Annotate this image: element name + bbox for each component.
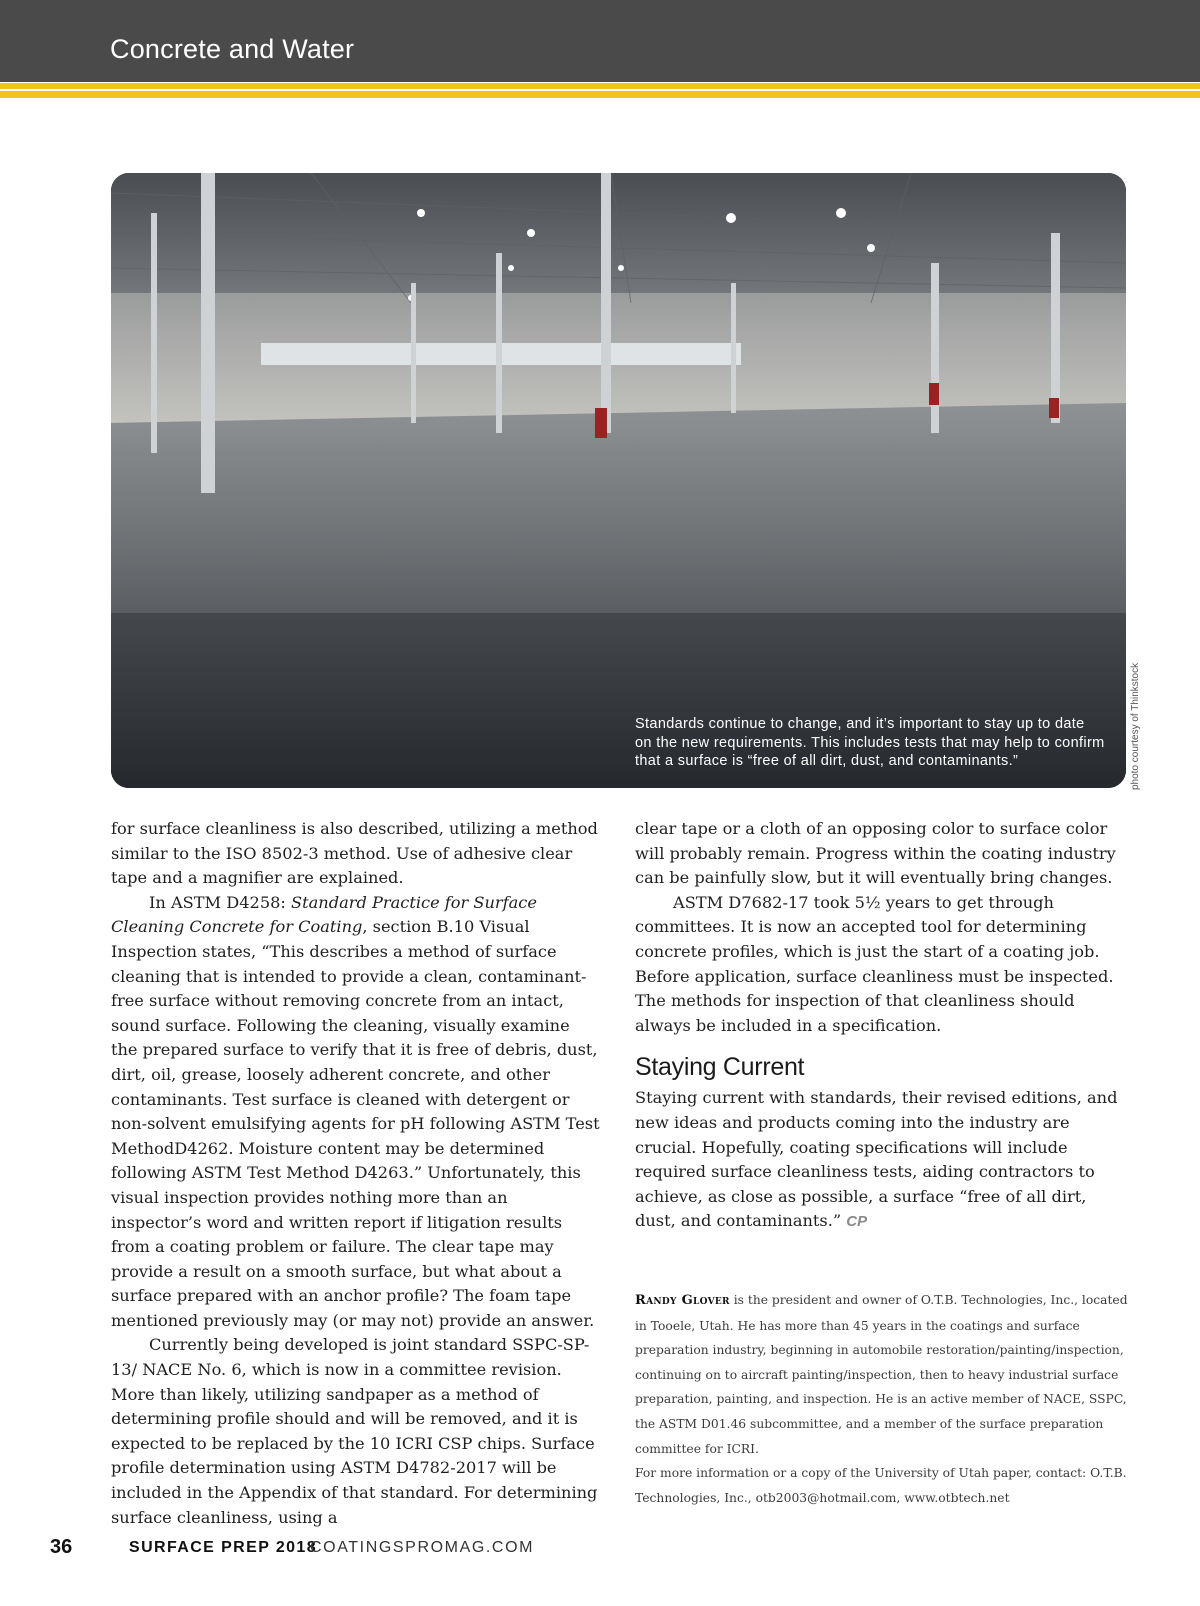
section-title: Concrete and Water — [110, 34, 355, 64]
warehouse-photo-illustration — [111, 173, 1126, 788]
bio-text: Randy Glover is the president and owner of O.T.B. Technologies, Inc., located in Tooele, Utah. He has more than 45 years in the coatings and surface preparation industry, beginning in automobile restoration/painting/inspection, continuing on to aircraft painting/inspection, then to heavy industrial surface preparation, painting, and inspection. He is an active member of NACE, SSPC, the ASTM D01.46 subcommittee, and a member of the surface preparation committee for ICRI. — [635, 1293, 1128, 1456]
section-header — [0, 0, 1200, 82]
accent-stripe-top — [0, 83, 1200, 89]
paragraph: clear tape or a cloth of an opposing color to surface color will probably remain. Progress within the coating industry can be painfully slow, but it will eventually bring changes. — [635, 819, 1116, 888]
paragraph: In ASTM D4258: Standard Practice for Surface Cleaning Concrete for Coating, section B.10 Visual Inspection states, “This describes a method of surface cleaning that is intended to provide a clean, contaminant-free surface without removing concrete from an intact, sound surface. Following the cleaning, visually examine the prepared surface to verify that it is free of debris, dust, dirt, oil, grease, loosely adherent concrete, and other contaminants. Test surface is cleaned with detergent or non-solvent emulsifying agents for pH following ASTM Test MethodD4262. Moisture content may be determined following ASTM Test Method D4263.” Unfortunately, this visual inspection provides nothing more than an inspector’s word and written report if litigation results from a coating problem or failure. The clear tape may provide a result on a smooth surface, but what about a surface prepared with an anchor profile? The foam tape mentioned previously may (or may not) provide an answer. — [111, 892, 600, 1330]
warehouse-photo — [111, 173, 1126, 788]
standard-title: Standard Practice for Surface Cleaning Concrete for Coating — [111, 892, 537, 937]
accent-stripe-bottom — [0, 91, 1200, 98]
photo-credit: photo courtesy of Thinkstock — [1130, 662, 1141, 790]
paragraph: for surface cleanliness is also described, utilizing a method similar to the ISO 8502-3 method. Use of adhesive clear tape and a magnifier are explained. — [111, 819, 598, 888]
issue-name: SURFACE PREP 2018 — [129, 1539, 318, 1556]
paragraph: Currently being developed is joint standard SSPC-SP-13/ NACE No. 6, which is now in a committee revision. More than likely, utilizing sandpaper as a method of determining profile should and will be removed, and it is expected to be replaced by the 10 ICRI CSP chips. Surface profile determination using ASTM D4782-2017 will be included in the Appendix of that standard. For determining surface cleanliness, using a — [111, 1335, 598, 1527]
paragraph: ASTM D7682-17 took 5½ years to get through committees. It is now an accepted tool for determining concrete profiles, which is just the start of a coating job. Before application, surface cleanliness must be inspected. The methods for inspection of that cleanliness should always be included in a specification. — [635, 892, 1114, 1035]
paragraph: Staying current with standards, their revised editions, and new ideas and products coming into the industry are crucial. Hopefully, coating specifications will include required surface cleanliness tests, aiding contractors to achieve, as close as possible, a surface “free of all dirt, dust, and contaminants.” CP — [635, 1088, 1118, 1231]
end-mark: CP — [846, 1213, 868, 1231]
article-column-left — [111, 817, 601, 1530]
bio-contact: For more information or a copy of the University of Utah paper, contact: O.T.B. Technologies, Inc., otb2003@hotmail.com, www.otbtech.net — [635, 1466, 1127, 1505]
author-bio — [635, 1288, 1130, 1510]
subhead: Staying Current — [635, 1053, 805, 1082]
article-column-right — [635, 817, 1125, 1235]
author-name: Randy Glover — [635, 1293, 730, 1308]
website: COATINGSPROMAG.COM — [310, 1539, 535, 1556]
page-number: 36 — [50, 1536, 73, 1558]
photo-caption: Standards continue to change, and it’s important to stay up to date on the new requirements. This includes tests that may help to confirm that a surface is “free of all dirt, dust, and contaminants.” — [635, 716, 1105, 769]
